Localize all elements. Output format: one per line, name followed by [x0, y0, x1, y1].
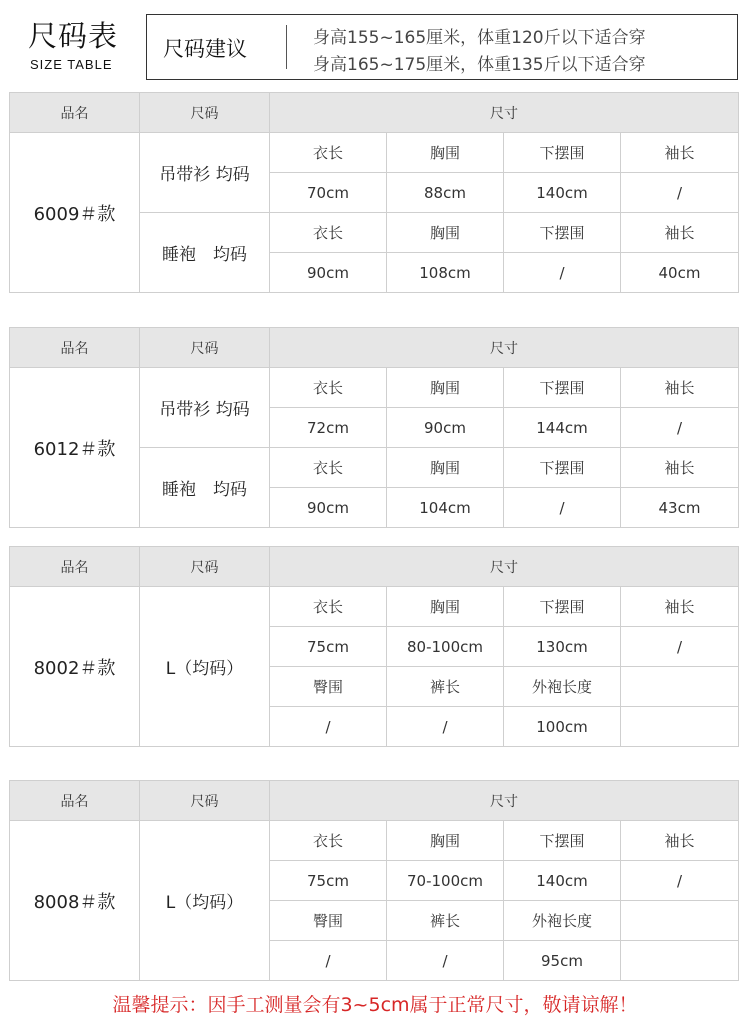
measure-value: 104cm	[387, 488, 504, 528]
measure-value: 40cm	[621, 253, 739, 293]
measure-value: 43cm	[621, 488, 739, 528]
measure-label: 下摆围	[504, 448, 621, 488]
measure-label: 袖长	[621, 821, 739, 861]
measure-value: /	[504, 488, 621, 528]
measure-label: 衣长	[270, 587, 387, 627]
measure-label	[621, 667, 739, 707]
measure-value: /	[270, 707, 387, 747]
size-advice-label: 尺码建议	[163, 37, 247, 61]
page-header	[0, 0, 750, 90]
measure-label: 下摆围	[504, 587, 621, 627]
measure-label: 袖长	[621, 213, 739, 253]
measure-value: 108cm	[387, 253, 504, 293]
measure-label: 裤长	[387, 901, 504, 941]
column-header-name: 品名	[10, 547, 140, 587]
measure-label	[621, 901, 739, 941]
measure-value: /	[621, 173, 739, 213]
measure-value: 75cm	[270, 627, 387, 667]
measure-value: 88cm	[387, 173, 504, 213]
model-name: 8008＃款	[10, 821, 140, 981]
measure-label: 胸围	[387, 368, 504, 408]
measure-value: 144cm	[504, 408, 621, 448]
size-label: 睡袍 均码	[140, 213, 270, 293]
column-header-size: 尺码	[140, 328, 270, 368]
measure-label: 臀围	[270, 901, 387, 941]
measure-label: 胸围	[387, 448, 504, 488]
column-header-name: 品名	[10, 93, 140, 133]
measure-label: 裤长	[387, 667, 504, 707]
measure-label: 袖长	[621, 133, 739, 173]
column-header-dims: 尺寸	[270, 547, 739, 587]
measure-label: 外袍长度	[504, 901, 621, 941]
size-advice-line: 身高155~165厘米，体重120斤以下适合穿	[313, 28, 646, 48]
measure-value: 140cm	[504, 861, 621, 901]
measure-value: /	[621, 408, 739, 448]
page-title: 尺码表	[28, 19, 119, 53]
measure-label: 下摆围	[504, 821, 621, 861]
size-table-8002	[9, 546, 738, 747]
model-name: 6009＃款	[10, 133, 140, 293]
column-header-dims: 尺寸	[270, 93, 739, 133]
model-name: 8002＃款	[10, 587, 140, 747]
measure-value: /	[270, 941, 387, 981]
column-header-name: 品名	[10, 328, 140, 368]
size-advice-line: 身高165~175厘米，体重135斤以下适合穿	[313, 55, 646, 75]
measure-label: 下摆围	[504, 133, 621, 173]
column-header-size: 尺码	[140, 547, 270, 587]
measure-label: 衣长	[270, 368, 387, 408]
size-label: 睡袍 均码	[140, 448, 270, 528]
measure-label: 胸围	[387, 213, 504, 253]
measure-value: 90cm	[270, 488, 387, 528]
measure-value: /	[621, 861, 739, 901]
measure-label: 外袍长度	[504, 667, 621, 707]
measure-value: 72cm	[270, 408, 387, 448]
measure-value: 140cm	[504, 173, 621, 213]
measure-value: 70-100cm	[387, 861, 504, 901]
measurement-tip: 温馨提示：因手工测量会有3~5cm属于正常尺寸，敬请谅解！	[112, 994, 638, 1016]
measure-label: 胸围	[387, 587, 504, 627]
measure-label: 袖长	[621, 448, 739, 488]
measure-value: /	[621, 627, 739, 667]
column-header-dims: 尺寸	[270, 781, 739, 821]
divider	[286, 25, 287, 69]
measure-value	[621, 707, 739, 747]
column-header-name: 品名	[10, 781, 140, 821]
measure-label: 袖长	[621, 587, 739, 627]
column-header-dims: 尺寸	[270, 328, 739, 368]
measure-value: 100cm	[504, 707, 621, 747]
size-table-6009	[9, 92, 738, 293]
page-subtitle: SIZE TABLE	[30, 57, 113, 72]
measure-label: 下摆围	[504, 368, 621, 408]
measure-label: 衣长	[270, 213, 387, 253]
measure-value: /	[387, 707, 504, 747]
measure-value: /	[504, 253, 621, 293]
measure-value: 70cm	[270, 173, 387, 213]
measure-label: 胸围	[387, 133, 504, 173]
size-label: 吊带衫 均码	[140, 368, 270, 448]
measure-value: 80-100cm	[387, 627, 504, 667]
measure-value: 95cm	[504, 941, 621, 981]
model-name: 6012＃款	[10, 368, 140, 528]
measure-value: 130cm	[504, 627, 621, 667]
measure-label: 下摆围	[504, 213, 621, 253]
size-label: L（均码）	[140, 821, 270, 981]
size-label: L（均码）	[140, 587, 270, 747]
size-table-6012	[9, 327, 738, 528]
measure-value: /	[387, 941, 504, 981]
measure-label: 衣长	[270, 133, 387, 173]
measure-label: 胸围	[387, 821, 504, 861]
size-table-8008	[9, 780, 738, 981]
measure-label: 臀围	[270, 667, 387, 707]
measure-value: 75cm	[270, 861, 387, 901]
measure-value: 90cm	[387, 408, 504, 448]
measure-label: 衣长	[270, 448, 387, 488]
measure-value	[621, 941, 739, 981]
column-header-size: 尺码	[140, 781, 270, 821]
size-label: 吊带衫 均码	[140, 133, 270, 213]
size-advice-box	[146, 14, 738, 80]
measure-value: 90cm	[270, 253, 387, 293]
measure-label: 袖长	[621, 368, 739, 408]
column-header-size: 尺码	[140, 93, 270, 133]
measure-label: 衣长	[270, 821, 387, 861]
